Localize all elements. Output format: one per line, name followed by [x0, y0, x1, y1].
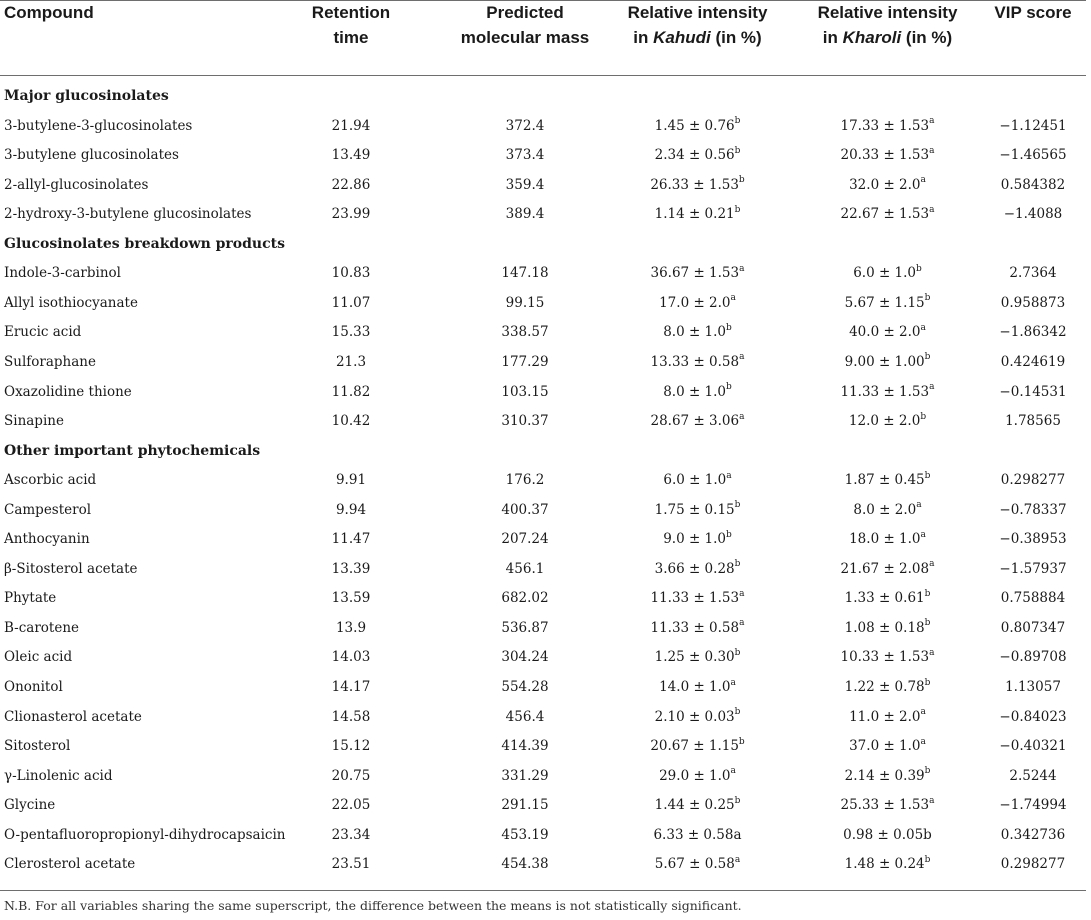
compound-name: 2-hydroxy-3-butylene glucosinolates: [4, 206, 252, 223]
kharoli-intensity-superscript: a: [916, 500, 922, 511]
retention-time: 11.82: [331, 383, 371, 400]
kharoli-intensity-value: 10.33 ± 1.53: [840, 649, 930, 666]
vip-score: 0.958873: [1000, 294, 1066, 311]
kharoli-intensity-value: 40.0 ± 2.0: [849, 324, 921, 341]
kahudi-intensity-superscript: a: [739, 588, 745, 599]
kahudi-intensity-value: 11.33 ± 1.53: [650, 590, 740, 607]
table-row: [0, 613, 1091, 643]
kahudi-intensity: [605, 170, 790, 200]
kahudi-intensity-value: 1.25 ± 0.30: [654, 649, 735, 666]
bottom-rule: [0, 890, 1086, 891]
molecular-mass: 372.4: [505, 117, 545, 134]
table-row: [0, 731, 1091, 761]
kharoli-intensity: [800, 111, 975, 141]
header-retention-line2: time: [333, 28, 369, 47]
compound-name: γ-Linolenic acid: [4, 767, 113, 784]
table-row: [0, 790, 1091, 820]
kharoli-intensity-superscript: b: [916, 263, 922, 274]
header-kahudi-cultivar: Kahudi: [653, 28, 711, 47]
kharoli-intensity: [800, 790, 975, 820]
retention-time: 22.86: [331, 176, 371, 193]
kahudi-intensity: [605, 672, 790, 702]
table-row: [0, 642, 1091, 672]
compound-name: 2-allyl-glucosinolates: [4, 176, 149, 193]
kahudi-intensity: [605, 465, 790, 495]
molecular-mass: 389.4: [505, 206, 545, 223]
kharoli-intensity: [800, 820, 975, 850]
retention-time: 13.9: [335, 619, 367, 636]
kahudi-intensity-value: 13.33 ± 0.58: [650, 353, 740, 370]
kharoli-intensity-value: 18.0 ± 1.0: [849, 531, 921, 548]
kahudi-intensity: [605, 554, 790, 584]
table-row: [0, 465, 1091, 495]
kahudi-intensity-value: 2.10 ± 0.03: [654, 708, 735, 725]
vip-score: −0.38953: [999, 531, 1067, 548]
kharoli-intensity-superscript: b: [924, 618, 931, 629]
kharoli-intensity: [800, 170, 975, 200]
compound-name: Oleic acid: [4, 649, 73, 666]
kharoli-intensity-superscript: a: [920, 529, 926, 540]
kharoli-intensity: [800, 554, 975, 584]
kharoli-intensity-value: 17.33 ± 1.53: [840, 117, 930, 134]
vip-score: −1.4088: [1003, 206, 1063, 223]
kahudi-intensity-value: 1.75 ± 0.15: [654, 501, 735, 518]
kharoli-intensity: [800, 761, 975, 791]
kahudi-intensity: [605, 258, 790, 288]
table-row: [0, 406, 1091, 436]
kahudi-intensity-value: 8.0 ± 1.0: [663, 383, 727, 400]
kahudi-intensity-superscript: a: [739, 411, 745, 422]
footnote: N.B. For all variables sharing the same superscript, the difference between the means is not statistically significant.: [4, 898, 742, 913]
kahudi-intensity-value: 5.67 ± 0.58: [654, 856, 735, 873]
kahudi-intensity-value: 36.67 ± 1.53: [650, 265, 740, 282]
table-row: [0, 111, 1091, 141]
molecular-mass: 359.4: [505, 176, 545, 193]
kharoli-intensity-value: 9.00 ± 1.00: [844, 353, 925, 370]
molecular-mass: 99.15: [505, 294, 545, 311]
table-row: [0, 199, 1091, 229]
molecular-mass: 453.19: [501, 826, 549, 843]
section-row: [0, 81, 1091, 111]
kahudi-intensity: [605, 111, 790, 141]
table-row: [0, 495, 1091, 525]
kahudi-intensity-superscript: b: [726, 529, 732, 540]
kharoli-intensity-superscript: a: [929, 647, 935, 658]
kharoli-intensity: [800, 317, 975, 347]
kharoli-intensity-value: 6.0 ± 1.0: [853, 265, 917, 282]
compound-name: Phytate: [4, 590, 57, 607]
header-kahudi-line2: [605, 25, 790, 50]
kahudi-intensity-superscript: a: [734, 854, 741, 865]
compound-name: β-Sitosterol acetate: [4, 560, 138, 577]
table-row: [0, 347, 1091, 377]
kahudi-intensity: [605, 702, 790, 732]
header-kharoli-post: (in %): [901, 28, 953, 47]
kahudi-intensity-value: 26.33 ± 1.53: [650, 176, 739, 193]
header-kharoli-line2: [800, 25, 975, 50]
kharoli-intensity-superscript: b: [924, 470, 931, 481]
kharoli-intensity-value: 1.08 ± 0.18: [844, 619, 925, 636]
kahudi-intensity-superscript: a: [730, 677, 736, 688]
kahudi-intensity-superscript: b: [734, 500, 741, 511]
kahudi-intensity-superscript: b: [738, 175, 745, 186]
kharoli-intensity-value: 21.67 ± 2.08: [840, 560, 930, 577]
compound-name: Glycine: [4, 797, 56, 814]
kahudi-intensity: [605, 199, 790, 229]
kharoli-intensity-superscript: b: [924, 677, 931, 688]
vip-score: −0.40321: [999, 738, 1067, 755]
header-kharoli-cultivar: Kharoli: [842, 28, 902, 47]
kharoli-intensity-superscript: a: [920, 322, 926, 333]
kharoli-intensity-superscript: b: [924, 588, 931, 599]
kahudi-intensity-superscript: b: [734, 795, 741, 806]
kahudi-intensity-superscript: b: [734, 647, 741, 658]
retention-time: 23.51: [331, 856, 371, 873]
retention-time: 9.91: [335, 472, 367, 489]
kharoli-intensity-value: 0.98 ± 0.05b: [843, 826, 932, 843]
retention-time: 15.12: [331, 738, 371, 755]
header-kahudi-pre: in: [633, 28, 654, 47]
compound-name: Sinapine: [4, 413, 64, 430]
table-row: [0, 554, 1091, 584]
retention-time: 14.03: [331, 649, 371, 666]
kahudi-intensity-value: 14.0 ± 1.0: [659, 679, 731, 695]
kharoli-intensity-superscript: b: [924, 293, 931, 304]
kahudi-intensity-superscript: a: [726, 470, 732, 481]
kahudi-intensity: [605, 761, 790, 791]
table-row: [0, 761, 1091, 791]
kharoli-intensity: [800, 347, 975, 377]
kharoli-intensity-value: 5.67 ± 1.15: [844, 294, 925, 311]
compound-name: Ascorbic acid: [4, 472, 97, 489]
molecular-mass: 304.24: [501, 649, 549, 666]
kahudi-intensity-superscript: b: [738, 736, 745, 747]
section-heading: Glucosinolates breakdown products: [4, 235, 285, 252]
kharoli-intensity-value: 25.33 ± 1.53: [840, 797, 930, 814]
molecular-mass: 454.38: [501, 856, 549, 873]
retention-time: 23.99: [331, 206, 371, 223]
table-row: [0, 140, 1091, 170]
kharoli-intensity-value: 37.0 ± 1.0: [849, 738, 921, 755]
molecular-mass: 177.29: [501, 353, 549, 370]
kahudi-intensity-value: 9.0 ± 1.0: [663, 531, 727, 548]
molecular-mass: 291.15: [501, 797, 549, 814]
kharoli-intensity-value: 1.22 ± 0.78: [844, 679, 925, 695]
kahudi-intensity-value: 1.45 ± 0.76: [654, 117, 735, 134]
retention-time: 10.83: [331, 265, 371, 282]
table-row: [0, 820, 1091, 850]
molecular-mass: 456.1: [505, 560, 545, 577]
kahudi-intensity-value: 3.66 ± 0.28: [654, 560, 735, 577]
kahudi-intensity-value: 2.34 ± 0.56: [654, 147, 735, 164]
kharoli-intensity: [800, 731, 975, 761]
table-row: [0, 702, 1091, 732]
kahudi-intensity-superscript: b: [726, 382, 732, 392]
kahudi-intensity: [605, 140, 790, 170]
retention-time: 21.94: [331, 117, 371, 134]
kharoli-intensity: [800, 613, 975, 643]
vip-score: −1.57937: [999, 560, 1067, 577]
kharoli-intensity: [800, 524, 975, 554]
vip-score: 0.758884: [1000, 590, 1066, 607]
molecular-mass: 176.2: [505, 472, 545, 489]
molecular-mass: 554.28: [501, 679, 549, 695]
retention-time: 13.39: [331, 560, 371, 577]
kahudi-intensity: [605, 642, 790, 672]
retention-time: 22.05: [331, 797, 371, 814]
molecular-mass: 373.4: [505, 147, 545, 164]
vip-score: 0.424619: [1000, 353, 1066, 370]
kahudi-intensity: [605, 288, 790, 318]
header-retention-line1: Retention: [311, 3, 391, 22]
table-row: [0, 849, 1091, 879]
header-kahudi-post: (in %): [710, 28, 762, 47]
kahudi-intensity-value: 28.67 ± 3.06: [650, 413, 740, 430]
kharoli-intensity: [800, 288, 975, 318]
molecular-mass: 456.4: [505, 708, 545, 725]
kharoli-intensity: [800, 495, 975, 525]
molecular-mass: 536.87: [501, 619, 549, 636]
table-row: [0, 288, 1091, 318]
kahudi-intensity-value: 1.44 ± 0.25: [654, 797, 735, 814]
header-kharoli-pre: in: [822, 28, 843, 47]
compound-name: 3-butylene-3-glucosinolates: [4, 117, 193, 134]
kharoli-intensity: [800, 258, 975, 288]
kahudi-intensity: [605, 849, 790, 879]
kahudi-intensity: [605, 613, 790, 643]
kharoli-intensity-superscript: a: [929, 795, 935, 806]
kharoli-intensity: [800, 406, 975, 436]
kharoli-intensity-value: 2.14 ± 0.39: [844, 767, 925, 784]
molecular-mass: 207.24: [501, 531, 549, 548]
header-kahudi-line1: Relative intensity: [627, 3, 768, 22]
compound-name: Anthocyanin: [4, 531, 90, 548]
kharoli-intensity-superscript: a: [920, 707, 926, 718]
kharoli-intensity-value: 1.87 ± 0.45: [844, 472, 925, 489]
table-row: [0, 317, 1091, 347]
compound-name: Sitosterol: [4, 738, 71, 755]
compound-name: O-pentafluoropropionyl-dihydrocapsaicin: [4, 826, 286, 843]
kharoli-intensity-value: 22.67 ± 1.53: [840, 206, 930, 223]
vip-score: 0.807347: [1000, 619, 1066, 636]
vip-score: 0.298277: [1000, 856, 1066, 873]
vip-score: 1.13057: [1005, 679, 1061, 695]
kharoli-intensity-value: 11.33 ± 1.53: [840, 383, 930, 400]
compound-name: Campesterol: [4, 501, 92, 518]
header-retention-time: [296, 0, 406, 50]
kharoli-intensity: [800, 849, 975, 879]
vip-score: 0.342736: [1000, 826, 1066, 843]
retention-time: 21.3: [335, 353, 367, 370]
kahudi-intensity: [605, 820, 790, 850]
header-kharoli-line1: Relative intensity: [817, 3, 958, 22]
vip-score: −0.14531: [999, 383, 1067, 400]
table-row: [0, 377, 1091, 407]
header-kahudi-intensity: [605, 0, 790, 50]
kharoli-intensity-superscript: b: [924, 854, 931, 865]
kharoli-intensity-superscript: a: [920, 175, 926, 186]
retention-time: 15.33: [331, 324, 371, 341]
vip-score: 2.5244: [1009, 767, 1057, 784]
retention-time: 11.07: [331, 294, 371, 311]
header-vip-score: VIP score: [994, 3, 1072, 22]
compound-name: Clerosterol acetate: [4, 856, 136, 873]
table-row: [0, 258, 1091, 288]
vip-score: −0.84023: [999, 708, 1067, 725]
vip-score: −1.12451: [999, 117, 1067, 134]
vip-score: −1.46565: [999, 147, 1067, 164]
kharoli-intensity-value: 32.0 ± 2.0: [849, 176, 921, 193]
kharoli-intensity: [800, 583, 975, 613]
kharoli-intensity-value: 12.0 ± 2.0: [848, 413, 921, 430]
kharoli-intensity-value: 1.48 ± 0.24: [844, 856, 925, 873]
compound-name: Indole-3-carbinol: [4, 265, 121, 282]
kahudi-intensity-value: 8.0 ± 1.0: [663, 324, 727, 341]
compound-name: B-carotene: [4, 619, 80, 636]
compound-name: Oxazolidine thione: [4, 383, 132, 400]
kharoli-intensity-superscript: a: [929, 559, 935, 570]
section-row: [0, 436, 1091, 466]
vip-score: 2.7364: [1009, 265, 1057, 282]
vip-score: −1.74994: [999, 797, 1067, 814]
kharoli-intensity: [800, 465, 975, 495]
kharoli-intensity-superscript: a: [929, 145, 935, 156]
header-molecular-mass: [455, 0, 595, 50]
kahudi-intensity-superscript: a: [739, 618, 745, 629]
kahudi-intensity: [605, 317, 790, 347]
kahudi-intensity-value: 11.33 ± 0.58: [650, 619, 740, 636]
table-row: [0, 672, 1091, 702]
kharoli-intensity-superscript: a: [929, 382, 935, 392]
vip-score: −0.89708: [999, 649, 1067, 666]
compound-name: 3-butylene glucosinolates: [4, 147, 179, 164]
vip-score: −1.86342: [999, 324, 1067, 341]
molecular-mass: 310.37: [501, 413, 549, 430]
molecular-mass: 682.02: [501, 590, 549, 607]
kharoli-intensity-superscript: a: [920, 736, 926, 747]
molecular-mass: 147.18: [501, 265, 549, 282]
kahudi-intensity: [605, 731, 790, 761]
kahudi-intensity-superscript: a: [739, 352, 745, 363]
retention-time: 9.94: [335, 501, 367, 518]
molecular-mass: 338.57: [501, 324, 549, 341]
kharoli-intensity-value: 1.33 ± 0.61: [844, 590, 925, 607]
header-mass-line2: molecular mass: [460, 28, 590, 47]
kahudi-intensity-value: 29.0 ± 1.0: [659, 767, 731, 784]
kharoli-intensity: [800, 377, 975, 407]
kharoli-intensity-value: 11.0 ± 2.0: [849, 708, 921, 725]
vip-score: 1.78565: [1005, 413, 1061, 430]
retention-time: 10.42: [331, 413, 371, 430]
vip-score: 0.298277: [1000, 472, 1066, 489]
compound-name: Erucic acid: [4, 324, 82, 341]
kahudi-intensity-superscript: b: [734, 145, 741, 156]
retention-time: 14.17: [331, 679, 371, 695]
kharoli-intensity-superscript: b: [924, 352, 931, 363]
kahudi-intensity-superscript: b: [734, 204, 741, 215]
kharoli-intensity-superscript: a: [929, 204, 935, 215]
molecular-mass: 400.37: [501, 501, 549, 518]
kahudi-intensity-value: 6.33 ± 0.58a: [653, 826, 742, 843]
kharoli-intensity-value: 8.0 ± 2.0: [853, 501, 917, 518]
kharoli-intensity-superscript: b: [924, 766, 931, 777]
kharoli-intensity-superscript: b: [920, 411, 927, 422]
kahudi-intensity-value: 20.67 ± 1.15: [650, 738, 739, 755]
kahudi-intensity: [605, 790, 790, 820]
molecular-mass: 414.39: [501, 738, 549, 755]
header-mass-line1: Predicted: [486, 3, 564, 22]
kahudi-intensity-superscript: a: [730, 766, 736, 777]
compound-name: Clionasterol acetate: [4, 708, 142, 725]
header-compound: Compound: [4, 3, 94, 22]
retention-time: 13.49: [331, 147, 371, 164]
molecular-mass: 103.15: [501, 383, 549, 400]
table-row: [0, 524, 1091, 554]
retention-time: 13.59: [331, 590, 371, 607]
compound-name: Allyl isothiocyanate: [4, 294, 138, 311]
kahudi-intensity-value: 17.0 ± 2.0: [659, 294, 731, 311]
kahudi-intensity-superscript: b: [726, 322, 732, 333]
compound-name: Ononitol: [4, 679, 63, 695]
kharoli-intensity: [800, 702, 975, 732]
kahudi-intensity-value: 1.14 ± 0.21: [654, 206, 735, 223]
kahudi-intensity: [605, 524, 790, 554]
vip-score: 0.584382: [1000, 176, 1066, 193]
section-heading: Other important phytochemicals: [4, 442, 261, 459]
retention-time: 14.58: [331, 708, 371, 725]
kahudi-intensity-superscript: a: [730, 293, 736, 304]
kahudi-intensity: [605, 583, 790, 613]
table-row: [0, 170, 1091, 200]
vip-score: −0.78337: [999, 501, 1067, 518]
kahudi-intensity-superscript: b: [734, 707, 741, 718]
kahudi-intensity-value: 6.0 ± 1.0: [663, 472, 727, 489]
kharoli-intensity-superscript: a: [929, 116, 935, 127]
kharoli-intensity-value: 20.33 ± 1.53: [840, 147, 930, 164]
kahudi-intensity: [605, 377, 790, 407]
kahudi-intensity: [605, 406, 790, 436]
kahudi-intensity: [605, 495, 790, 525]
retention-time: 11.47: [331, 531, 371, 548]
table-row: [0, 583, 1091, 613]
kahudi-intensity-superscript: a: [739, 263, 745, 274]
kharoli-intensity: [800, 140, 975, 170]
section-heading: Major glucosinolates: [4, 88, 169, 104]
kharoli-intensity: [800, 642, 975, 672]
compound-name: Sulforaphane: [4, 353, 96, 370]
section-row: [0, 229, 1091, 259]
retention-time: 20.75: [331, 767, 371, 784]
kahudi-intensity-superscript: b: [734, 559, 741, 570]
kharoli-intensity: [800, 672, 975, 702]
retention-time: 23.34: [331, 826, 371, 843]
kahudi-intensity: [605, 347, 790, 377]
header-kharoli-intensity: [800, 0, 975, 50]
kahudi-intensity-superscript: b: [734, 116, 741, 127]
header-rule: [0, 75, 1086, 76]
kharoli-intensity: [800, 199, 975, 229]
molecular-mass: 331.29: [501, 767, 549, 784]
